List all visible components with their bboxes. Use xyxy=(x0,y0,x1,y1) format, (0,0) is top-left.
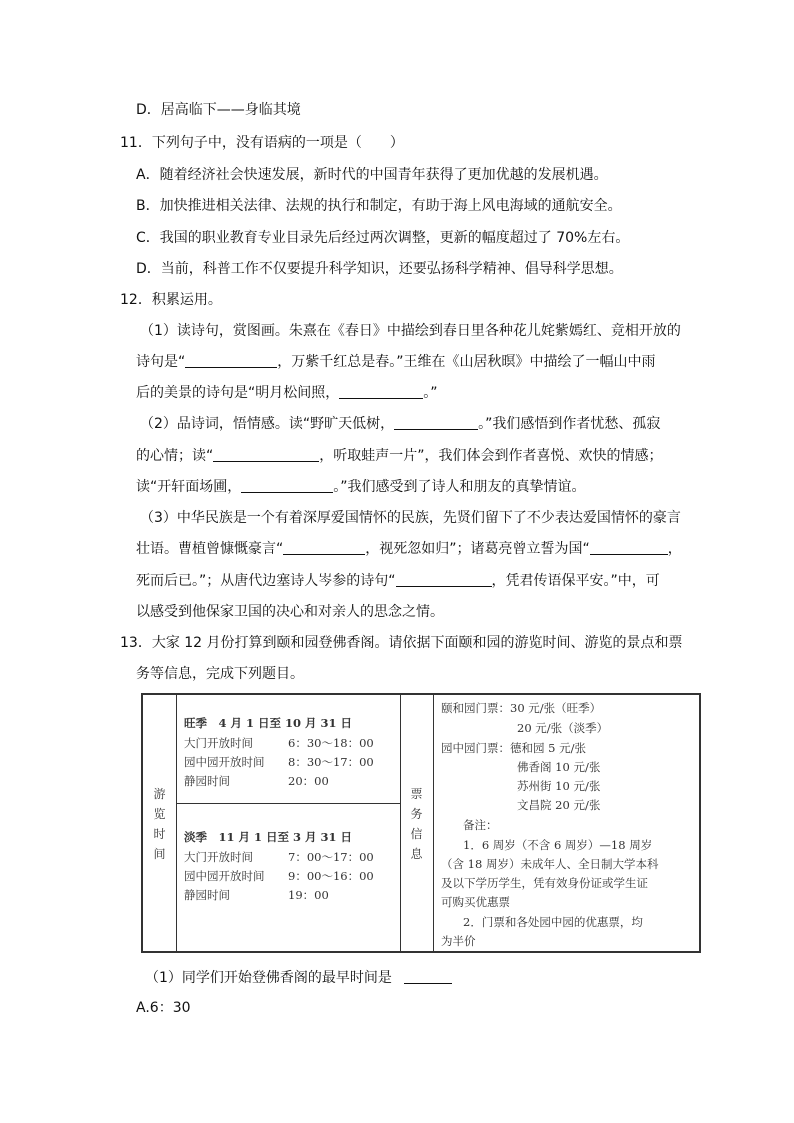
header-char: 票 xyxy=(410,787,423,801)
opening-hours-cell xyxy=(176,695,401,951)
q13-option-a: A.6：30 xyxy=(136,1000,191,1016)
peak-season-title xyxy=(184,714,352,733)
text: 。”我们感悟到作者忧愁、孤寂 xyxy=(478,416,661,432)
text: ， xyxy=(667,541,682,557)
text: 旺季 4 月 1 日至 10 月 31 日 xyxy=(184,716,353,730)
text: ，万紫千红总是春。”王维在《山居秋暝》中描绘了一幅山中雨 xyxy=(277,354,656,370)
q11-option-d: D．当前，科普工作不仅要提升科学知识，还要弘扬科学精神、倡导科学思想。 xyxy=(136,261,623,277)
q13-stem-line1: 13．大家 12 月份打算到颐和园登佛香阁。请依据下面颐和园的游览时间、游览的景点和票 xyxy=(120,635,683,651)
peak-value: 8：30～17：00 xyxy=(288,755,374,769)
header-char: 务 xyxy=(410,807,423,821)
text: 死而后已。”；从唐代边塞诗人岑参的诗句“ xyxy=(136,573,396,589)
text: 诗句是“ xyxy=(136,354,186,370)
text: ，听取蛙声一片”，我们体会到作者喜悦、欢快的情感； xyxy=(319,448,663,464)
ticket-line: 佛香阁 10 元/张 xyxy=(517,760,601,774)
off-value: 7：00～17：00 xyxy=(288,850,374,864)
answer-blank[interactable] xyxy=(339,384,423,399)
text: 后的美景的诗句是“明月松间照， xyxy=(136,385,340,401)
text: ，凭君传语保平安。”中，可 xyxy=(491,573,660,589)
q13-sub1 xyxy=(145,968,452,988)
off-value: 9：00～16：00 xyxy=(288,869,374,883)
q11-option-a: A．随着经济社会快速发展，新时代的中国青年获得了更加优越的发展机遇。 xyxy=(136,167,608,183)
visiting-info-table xyxy=(141,693,701,953)
off-label: 大门开放时间 xyxy=(184,850,253,864)
text: 的心情；读“ xyxy=(136,448,214,464)
q12-p3-line3 xyxy=(136,571,660,591)
peak-label: 大门开放时间 xyxy=(184,736,253,750)
answer-blank[interactable] xyxy=(241,478,333,493)
answer-blank[interactable] xyxy=(213,447,319,462)
q13-stem-line2: 务等信息，完成下列题目。 xyxy=(136,666,304,682)
ticket-note: 2．门票和各处园中园的优惠票，均 xyxy=(463,915,643,929)
q11-option-b: B．加快推进相关法律、法规的执行和制定，有助于海上风电海域的通航安全。 xyxy=(136,198,622,214)
header-char: 息 xyxy=(410,847,423,861)
q12-p1-line1: （1）读诗句，赏图画。朱熹在《春日》中描绘到春日里各种花儿姹紫嫣红、竞相开放的 xyxy=(140,323,681,339)
ticket-note: 可购买优惠票 xyxy=(441,895,510,909)
answer-blank[interactable] xyxy=(404,969,452,984)
header-char: 游 xyxy=(153,787,166,801)
text: 壮语。曹植曾慷慨豪言“ xyxy=(136,541,284,557)
header-char: 览 xyxy=(153,807,166,821)
text: 。”我们感受到了诗人和朋友的真挚情谊。 xyxy=(333,479,586,495)
ticket-note: 1．6 周岁（不含 6 周岁）—18 周岁 xyxy=(463,838,653,852)
text: 。” xyxy=(423,385,438,401)
off-season-title xyxy=(184,828,352,847)
visit-time-header-cell xyxy=(143,695,177,951)
q11-option-c: C．我国的职业教育专业目录先后经过两次调整，更新的幅度超过了 70%左右。 xyxy=(136,230,630,246)
peak-label: 静园时间 xyxy=(184,774,230,788)
text: 读“开轩面场圃， xyxy=(136,479,242,495)
text: 淡季 11 月 1 日至 3 月 31 日 xyxy=(184,830,353,844)
ticket-line: 文昌院 20 元/张 xyxy=(517,798,601,812)
q12-p3-line4: 以感受到他保家卫国的决心和对亲人的思念之情。 xyxy=(136,604,444,620)
answer-blank[interactable] xyxy=(396,572,492,587)
ticket-note: 及以下学历学生，凭有效身份证或学生证 xyxy=(441,876,648,890)
text: ，视死忽如归”；诸葛亮曾立誓为国“ xyxy=(365,541,590,557)
q12-p3-line2 xyxy=(136,539,682,559)
ticket-info-header-cell xyxy=(400,695,434,951)
answer-blank[interactable] xyxy=(283,540,365,555)
ticket-line: 颐和园门票：30 元/张（旺季） xyxy=(441,701,602,715)
off-value: 19：00 xyxy=(288,888,329,902)
ticket-info-cell xyxy=(433,695,699,951)
ticket-line: 20 元/张（淡季） xyxy=(517,721,609,735)
peak-value: 20：00 xyxy=(288,774,329,788)
header-char: 间 xyxy=(153,847,166,861)
header-char: 时 xyxy=(153,827,166,841)
q12-p3-line1: （3）中华民族是一个有着深厚爱国情怀的民族，先贤们留下了不少表达爱国情怀的豪言 xyxy=(140,510,681,526)
peak-value: 6：30～18：00 xyxy=(288,736,374,750)
peak-label: 园中园开放时间 xyxy=(184,755,265,769)
text: （1）同学们开始登佛香阁的最早时间是 xyxy=(145,970,392,986)
q10-option-d: D．居高临下——身临其境 xyxy=(136,102,301,118)
q12-p2-line3 xyxy=(136,477,586,497)
ticket-note: （含 18 周岁）未成年人、全日制大学本科 xyxy=(441,857,659,871)
ticket-note-label: 备注： xyxy=(463,818,498,832)
q12-p2-line2 xyxy=(136,446,663,466)
answer-blank[interactable] xyxy=(394,415,478,430)
ticket-line: 苏州街 10 元/张 xyxy=(517,779,601,793)
text: （2）品诗词，悟情感。读“野旷天低树， xyxy=(140,416,395,432)
ticket-line: 园中园门票：德和园 5 元/张 xyxy=(441,741,587,755)
ticket-note: 为半价 xyxy=(441,934,476,948)
answer-blank[interactable] xyxy=(185,353,277,368)
off-label: 园中园开放时间 xyxy=(184,869,265,883)
q12-p2-line1 xyxy=(140,414,660,434)
q12-p1-line3 xyxy=(136,383,438,403)
q12-p1-line2 xyxy=(136,352,656,372)
q11-stem: 11．下列句子中，没有语病的一项是（ ） xyxy=(120,135,404,151)
answer-blank[interactable] xyxy=(590,540,668,555)
off-label: 静园时间 xyxy=(184,888,230,902)
q12-stem: 12．积累运用。 xyxy=(120,292,222,308)
season-divider xyxy=(176,803,400,804)
header-char: 信 xyxy=(410,827,423,841)
